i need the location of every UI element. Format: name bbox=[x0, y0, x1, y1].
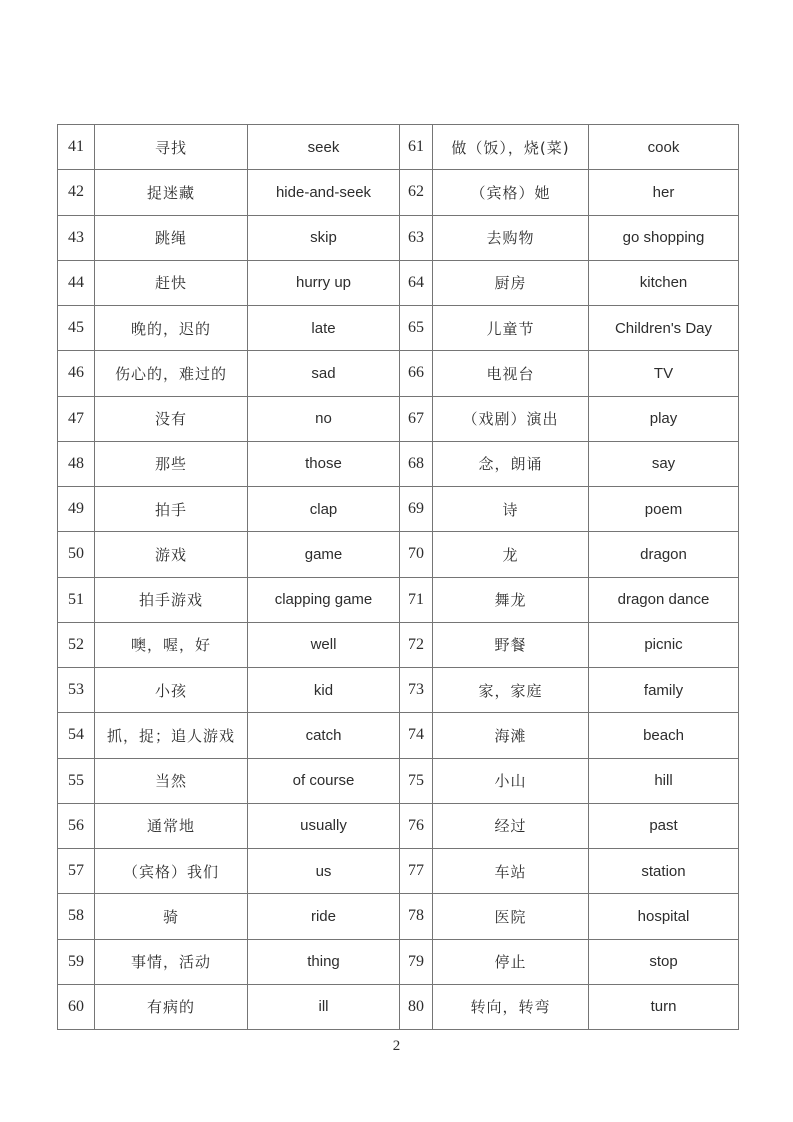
entry-number: 56 bbox=[58, 803, 95, 848]
chinese-word: 当然 bbox=[95, 758, 248, 803]
chinese-word: 拍手游戏 bbox=[95, 577, 248, 622]
english-word: kitchen bbox=[589, 260, 739, 305]
english-word: picnic bbox=[589, 622, 739, 667]
vocab-table-body bbox=[58, 125, 739, 1030]
entry-number: 79 bbox=[400, 939, 433, 984]
english-word: dragon bbox=[589, 532, 739, 577]
table-row bbox=[58, 894, 739, 939]
table-row bbox=[58, 577, 739, 622]
chinese-word: 没有 bbox=[95, 396, 248, 441]
entry-number: 54 bbox=[58, 713, 95, 758]
entry-number: 66 bbox=[400, 351, 433, 396]
chinese-word: 经过 bbox=[433, 803, 589, 848]
chinese-word: 通常地 bbox=[95, 803, 248, 848]
chinese-word: 医院 bbox=[433, 894, 589, 939]
chinese-word: 做（饭），烧(菜) bbox=[433, 125, 589, 170]
entry-number: 44 bbox=[58, 260, 95, 305]
english-word: catch bbox=[248, 713, 400, 758]
chinese-word: （宾格）我们 bbox=[95, 849, 248, 894]
page-number: 2 bbox=[392, 1038, 401, 1054]
chinese-word: 龙 bbox=[433, 532, 589, 577]
entry-number: 80 bbox=[400, 984, 433, 1029]
entry-number: 42 bbox=[58, 170, 95, 215]
chinese-word: 那些 bbox=[95, 441, 248, 486]
entry-number: 70 bbox=[400, 532, 433, 577]
english-word: play bbox=[589, 396, 739, 441]
chinese-word: 晚的，迟的 bbox=[95, 306, 248, 351]
table-row bbox=[58, 125, 739, 170]
chinese-word: （宾格）她 bbox=[433, 170, 589, 215]
english-word: well bbox=[248, 622, 400, 667]
entry-number: 62 bbox=[400, 170, 433, 215]
entry-number: 68 bbox=[400, 441, 433, 486]
table-row bbox=[58, 849, 739, 894]
chinese-word: 车站 bbox=[433, 849, 589, 894]
table-row bbox=[58, 984, 739, 1029]
chinese-word: 拍手 bbox=[95, 487, 248, 532]
entry-number: 57 bbox=[58, 849, 95, 894]
table-row bbox=[58, 215, 739, 260]
chinese-word: 小山 bbox=[433, 758, 589, 803]
table-row bbox=[58, 668, 739, 713]
english-word: turn bbox=[589, 984, 739, 1029]
chinese-word: 捉迷藏 bbox=[95, 170, 248, 215]
entry-number: 47 bbox=[58, 396, 95, 441]
chinese-word: 舞龙 bbox=[433, 577, 589, 622]
table-row bbox=[58, 487, 739, 532]
entry-number: 73 bbox=[400, 668, 433, 713]
entry-number: 78 bbox=[400, 894, 433, 939]
table-row bbox=[58, 170, 739, 215]
entry-number: 64 bbox=[400, 260, 433, 305]
chinese-word: 小孩 bbox=[95, 668, 248, 713]
entry-number: 49 bbox=[58, 487, 95, 532]
chinese-word: 家，家庭 bbox=[433, 668, 589, 713]
chinese-word: 事情，活动 bbox=[95, 939, 248, 984]
english-word: ill bbox=[248, 984, 400, 1029]
english-word: go shopping bbox=[589, 215, 739, 260]
table-row bbox=[58, 396, 739, 441]
entry-number: 58 bbox=[58, 894, 95, 939]
table-row bbox=[58, 939, 739, 984]
english-word: hurry up bbox=[248, 260, 400, 305]
english-word: ride bbox=[248, 894, 400, 939]
chinese-word: 诗 bbox=[433, 487, 589, 532]
english-word: clap bbox=[248, 487, 400, 532]
english-word: hill bbox=[589, 758, 739, 803]
entry-number: 55 bbox=[58, 758, 95, 803]
chinese-word: 停止 bbox=[433, 939, 589, 984]
english-word: dragon dance bbox=[589, 577, 739, 622]
chinese-word: 电视台 bbox=[433, 351, 589, 396]
entry-number: 71 bbox=[400, 577, 433, 622]
english-word: stop bbox=[589, 939, 739, 984]
entry-number: 74 bbox=[400, 713, 433, 758]
chinese-word: 儿童节 bbox=[433, 306, 589, 351]
english-word: TV bbox=[589, 351, 739, 396]
table-row bbox=[58, 260, 739, 305]
english-word: Children's Day bbox=[589, 306, 739, 351]
entry-number: 52 bbox=[58, 622, 95, 667]
english-word: of course bbox=[248, 758, 400, 803]
english-word: hospital bbox=[589, 894, 739, 939]
english-word: those bbox=[248, 441, 400, 486]
chinese-word: 骑 bbox=[95, 894, 248, 939]
chinese-word: 转向，转弯 bbox=[433, 984, 589, 1029]
chinese-word: 赶快 bbox=[95, 260, 248, 305]
english-word: past bbox=[589, 803, 739, 848]
entry-number: 48 bbox=[58, 441, 95, 486]
entry-number: 46 bbox=[58, 351, 95, 396]
english-word: station bbox=[589, 849, 739, 894]
table-row bbox=[58, 441, 739, 486]
english-word: late bbox=[248, 306, 400, 351]
chinese-word: 念，朗诵 bbox=[433, 441, 589, 486]
english-word: clapping game bbox=[248, 577, 400, 622]
vocabulary-table bbox=[57, 124, 739, 1030]
chinese-word: 噢，喔，好 bbox=[95, 622, 248, 667]
entry-number: 69 bbox=[400, 487, 433, 532]
english-word: say bbox=[589, 441, 739, 486]
entry-number: 45 bbox=[58, 306, 95, 351]
chinese-word: 伤心的，难过的 bbox=[95, 351, 248, 396]
entry-number: 67 bbox=[400, 396, 433, 441]
entry-number: 63 bbox=[400, 215, 433, 260]
chinese-word: 海滩 bbox=[433, 713, 589, 758]
english-word: poem bbox=[589, 487, 739, 532]
english-word: skip bbox=[248, 215, 400, 260]
entry-number: 61 bbox=[400, 125, 433, 170]
chinese-word: 厨房 bbox=[433, 260, 589, 305]
chinese-word: （戏剧）演出 bbox=[433, 396, 589, 441]
chinese-word: 游戏 bbox=[95, 532, 248, 577]
english-word: her bbox=[589, 170, 739, 215]
english-word: game bbox=[248, 532, 400, 577]
table-row bbox=[58, 351, 739, 396]
english-word: beach bbox=[589, 713, 739, 758]
table-row bbox=[58, 622, 739, 667]
entry-number: 75 bbox=[400, 758, 433, 803]
chinese-word: 寻找 bbox=[95, 125, 248, 170]
english-word: family bbox=[589, 668, 739, 713]
entry-number: 59 bbox=[58, 939, 95, 984]
entry-number: 76 bbox=[400, 803, 433, 848]
english-word: sad bbox=[248, 351, 400, 396]
entry-number: 41 bbox=[58, 125, 95, 170]
english-word: thing bbox=[248, 939, 400, 984]
entry-number: 53 bbox=[58, 668, 95, 713]
table-row bbox=[58, 803, 739, 848]
table-row bbox=[58, 532, 739, 577]
chinese-word: 有病的 bbox=[95, 984, 248, 1029]
entry-number: 65 bbox=[400, 306, 433, 351]
table-row bbox=[58, 758, 739, 803]
chinese-word: 野餐 bbox=[433, 622, 589, 667]
english-word: hide-and-seek bbox=[248, 170, 400, 215]
entry-number: 72 bbox=[400, 622, 433, 667]
entry-number: 43 bbox=[58, 215, 95, 260]
english-word: seek bbox=[248, 125, 400, 170]
english-word: usually bbox=[248, 803, 400, 848]
english-word: cook bbox=[589, 125, 739, 170]
table-row bbox=[58, 306, 739, 351]
english-word: no bbox=[248, 396, 400, 441]
chinese-word: 去购物 bbox=[433, 215, 589, 260]
english-word: kid bbox=[248, 668, 400, 713]
table-row bbox=[58, 713, 739, 758]
entry-number: 50 bbox=[58, 532, 95, 577]
chinese-word: 跳绳 bbox=[95, 215, 248, 260]
chinese-word: 抓，捉；追人游戏 bbox=[95, 713, 248, 758]
entry-number: 77 bbox=[400, 849, 433, 894]
english-word: us bbox=[248, 849, 400, 894]
entry-number: 60 bbox=[58, 984, 95, 1029]
entry-number: 51 bbox=[58, 577, 95, 622]
